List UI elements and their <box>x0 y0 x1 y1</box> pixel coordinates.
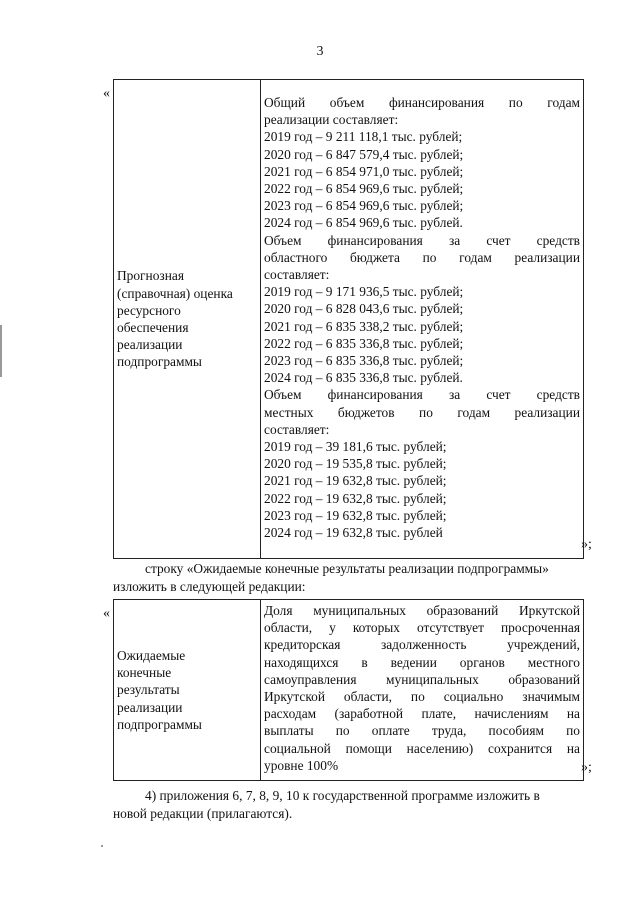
expected-results-label <box>114 600 261 781</box>
label-line: реализации <box>117 337 183 353</box>
final-paragraph-line: 4) приложения 6, 7, 8, 9, 10 к государственной программе изложить в <box>145 788 540 803</box>
expected-results-content <box>261 600 584 781</box>
final-paragraph-line: новой редакции (прилагаются). <box>113 805 293 821</box>
label-line: подпрограммы <box>117 354 202 370</box>
middle-paragraph-line: изложить в следующей редакции: <box>113 578 306 594</box>
content-line: находящихся в ведении органов местного <box>264 654 580 670</box>
content-line: 2023 год – 6 835 336,8 тыс. рублей; <box>264 353 464 369</box>
content-line: 2022 год – 6 835 336,8 тыс. рублей; <box>264 335 464 351</box>
content-line: 2019 год – 9 171 936,5 тыс. рублей; <box>264 284 464 300</box>
content-line: составляет: <box>264 267 330 283</box>
resource-estimate-label <box>114 80 261 559</box>
expected-results-table <box>113 599 584 781</box>
resource-estimate-content <box>261 80 584 559</box>
page-number: 3 <box>316 44 324 59</box>
label-line: (справочная) оценка <box>117 285 233 301</box>
final-paragraph <box>113 787 609 822</box>
content-line: областного бюджета по годам реализации <box>264 249 580 265</box>
content-line: Доля муниципальных образований Иркутской <box>264 603 580 618</box>
open-quote-1: « <box>103 86 110 101</box>
label-line: обеспечения <box>117 320 189 335</box>
middle-paragraph-line: строку «Ожидаемые конечные результаты реализации подпрограммы» <box>145 561 549 576</box>
content-line: 2024 год – 19 632,8 тыс. рублей <box>264 525 443 541</box>
content-line: выплаты по оплате труда, пособиям по <box>264 723 580 739</box>
content-line: 2024 год – 6 835 336,8 тыс. рублей. <box>264 370 463 386</box>
content-line: 2023 год – 6 854 969,6 тыс. рублей; <box>264 198 464 214</box>
label-line: подпрограммы <box>117 716 202 732</box>
scan-mark <box>0 325 2 377</box>
label-line: Ожидаемые <box>117 647 186 663</box>
content-line: 2020 год – 19 535,8 тыс. рублей; <box>264 456 447 472</box>
content-line: Общий объем финансирования по годам <box>264 95 580 110</box>
middle-paragraph <box>113 560 609 595</box>
content-line: области, у которых отсутствует просроченная <box>264 620 580 636</box>
label-line: результаты <box>117 682 180 698</box>
label-line: реализации <box>117 699 183 715</box>
content-line: 2022 год – 6 854 969,6 тыс. рублей; <box>264 181 464 197</box>
content-line: 2022 год – 19 632,8 тыс. рублей; <box>264 490 447 506</box>
close-quote-2: »; <box>581 760 592 775</box>
content-line: Объем финансирования за счет средств <box>264 387 580 403</box>
content-line: составляет: <box>264 421 330 437</box>
content-line: реализации составляет: <box>264 112 399 128</box>
content-line: 2021 год – 6 835 338,2 тыс. рублей; <box>264 318 464 334</box>
label-line: ресурсного <box>117 302 181 318</box>
content-line: 2023 год – 19 632,8 тыс. рублей; <box>264 507 447 523</box>
label-line: конечные <box>117 665 172 681</box>
content-line: кредиторская задолженность учреждений, <box>264 637 580 653</box>
resource-estimate-table <box>113 79 584 559</box>
scan-mark <box>101 845 103 847</box>
content-line: 2024 год – 6 854 969,6 тыс. рублей. <box>264 215 463 231</box>
content-line: уровне 100% <box>264 757 339 773</box>
content-line: 2019 год – 39 181,6 тыс. рублей; <box>264 439 447 455</box>
content-line: социальной помощи населению) сохранится на <box>264 740 580 756</box>
content-line: Объем финансирования за счет средств <box>264 232 580 248</box>
label-line: Прогнозная <box>117 268 184 284</box>
content-line: самоуправления муниципальных образований <box>264 671 580 687</box>
content-line: 2019 год – 9 211 118,1 тыс. рублей; <box>264 129 463 145</box>
content-line: Иркутской области, по социально значимым <box>264 689 580 705</box>
open-quote-2: « <box>103 606 110 621</box>
content-line: 2021 год – 19 632,8 тыс. рублей; <box>264 473 447 489</box>
close-quote-1: »; <box>581 537 592 552</box>
content-line: 2020 год – 6 828 043,6 тыс. рублей; <box>264 301 464 317</box>
content-line: 2021 год – 6 854 971,0 тыс. рублей; <box>264 163 464 179</box>
content-line: расходам (заработной плате, начислениям на <box>264 706 580 722</box>
content-line: местных бюджетов по годам реализации <box>264 404 580 420</box>
content-line: 2020 год – 6 847 579,4 тыс. рублей; <box>264 146 464 162</box>
